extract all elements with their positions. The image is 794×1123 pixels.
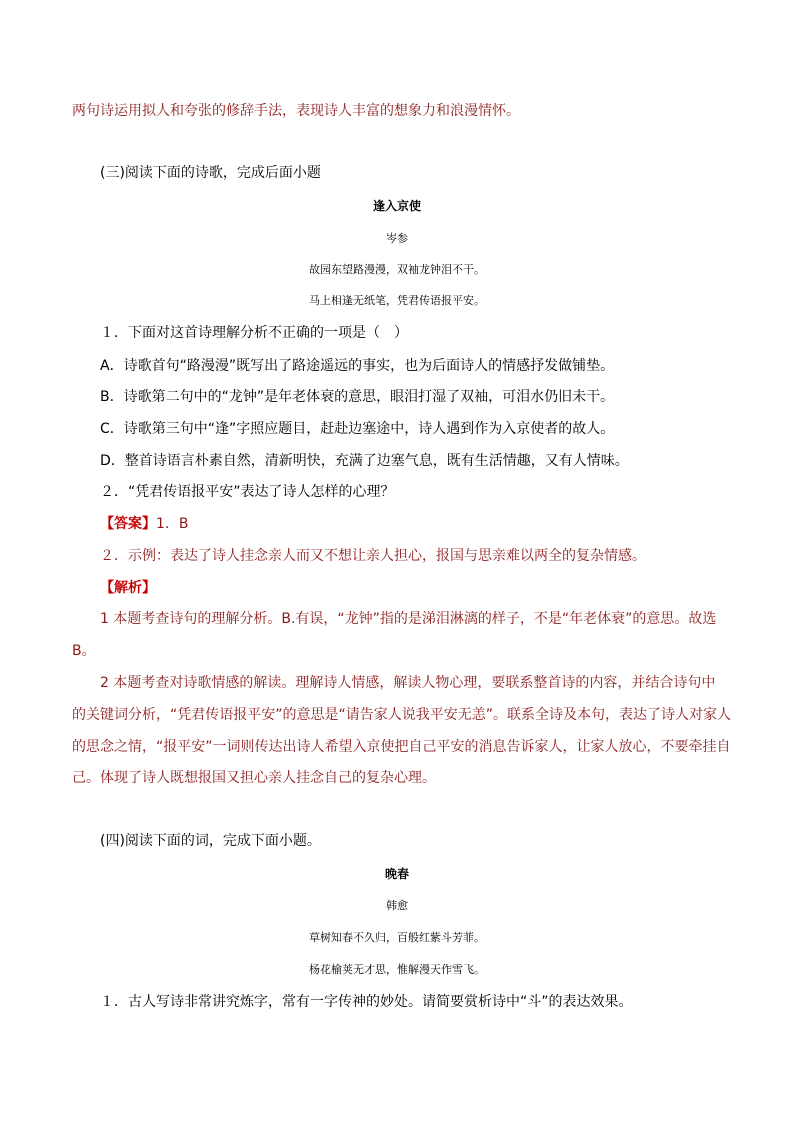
analysis-2-line-1: 2 本题考查对诗歌情感的解读。理解诗人情感，解读人物心理，要联系整首诗的内容，并结合诗句中 — [100, 675, 716, 691]
poem-2-author: 韩愈 — [386, 899, 408, 912]
section-4-heading: (四)阅读下面的词，完成下面小题。 — [100, 833, 321, 849]
analysis-2-line-4: 己。体现了诗人既想报国又担心亲人挂念自己的复杂心理。 — [72, 770, 436, 786]
poem-2-line-1: 草树知春不久归，百般红紫斗芳菲。 — [309, 931, 485, 944]
section-4-question-1: １．古人写诗非常讲究炼字，常有一字传神的妙处。请简要赏析诗中“斗”的表达效果。 — [100, 994, 633, 1010]
analysis-2-line-3: 的思念之情，“报平安”一词则传达出诗人希望入京使把自己平安的消息告诉家人，让家人放心，不要牵挂自 — [72, 739, 731, 755]
poem-title: 逢入京使 — [372, 199, 421, 213]
answer-1: 1．B — [156, 516, 189, 532]
section-3-heading: (三)阅读下面的诗歌，完成后面小题 — [100, 165, 321, 181]
analysis-label: 【解析】 — [100, 580, 156, 596]
poem-2-title: 晚春 — [384, 867, 409, 881]
option-c: C．诗歌第三句中“逢”字照应题目，赶赴边塞途中，诗人遇到作为入京使者的故人。 — [100, 421, 615, 437]
question-2: ２．“凭君传语报平安”表达了诗人怎样的心理？ — [100, 484, 395, 500]
poem-author: 岑参 — [386, 232, 408, 245]
option-d: D．整首诗语言朴素自然，清新明快，充满了边塞气息，既有生活情趣，又有人情味。 — [100, 453, 629, 469]
poem-2-line-2: 杨花榆荚无才思，惟解漫天作雪飞。 — [309, 963, 485, 976]
poem-line-2: 马上相逢无纸笔，凭君传语报平安。 — [309, 294, 485, 307]
option-a: A．诗歌首句“路漫漫”既写出了路途遥远的事实，也为后面诗人的情感抒发做铺垫。 — [100, 358, 615, 374]
option-b: B．诗歌第二句中的“龙钟”是年老体衰的意思，眼泪打湿了双袖，可泪水仍旧未干。 — [100, 389, 615, 405]
answer-2: ２．示例：表达了诗人挂念亲人而又不想让亲人担心，报国与思亲难以两全的复杂情感。 — [100, 548, 646, 564]
answer-row — [100, 514, 189, 534]
poem-line-1: 故园东望路漫漫，双袖龙钟泪不干。 — [309, 263, 485, 276]
previous-analysis-tail: 两句诗运用拟人和夸张的修辞手法，表现诗人丰富的想象力和浪漫情怀。 — [72, 103, 520, 119]
analysis-1-line-2: B。 — [72, 643, 96, 659]
answer-label: 【答案】 — [100, 516, 156, 532]
question-1: １．下面对这首诗理解分析不正确的一项是（ ） — [100, 325, 408, 341]
analysis-1-line-1: 1 本题考查诗句的理解分析。B.有误，“龙钟”指的是涕泪淋漓的样子，不是“年老体衰”的意思。故选 — [100, 611, 717, 627]
analysis-2-line-2: 的关键词分析，“凭君传语报平安”的意思是“请告家人说我平安无恙”。联系全诗及本句，表达了诗人对家人 — [72, 707, 732, 723]
